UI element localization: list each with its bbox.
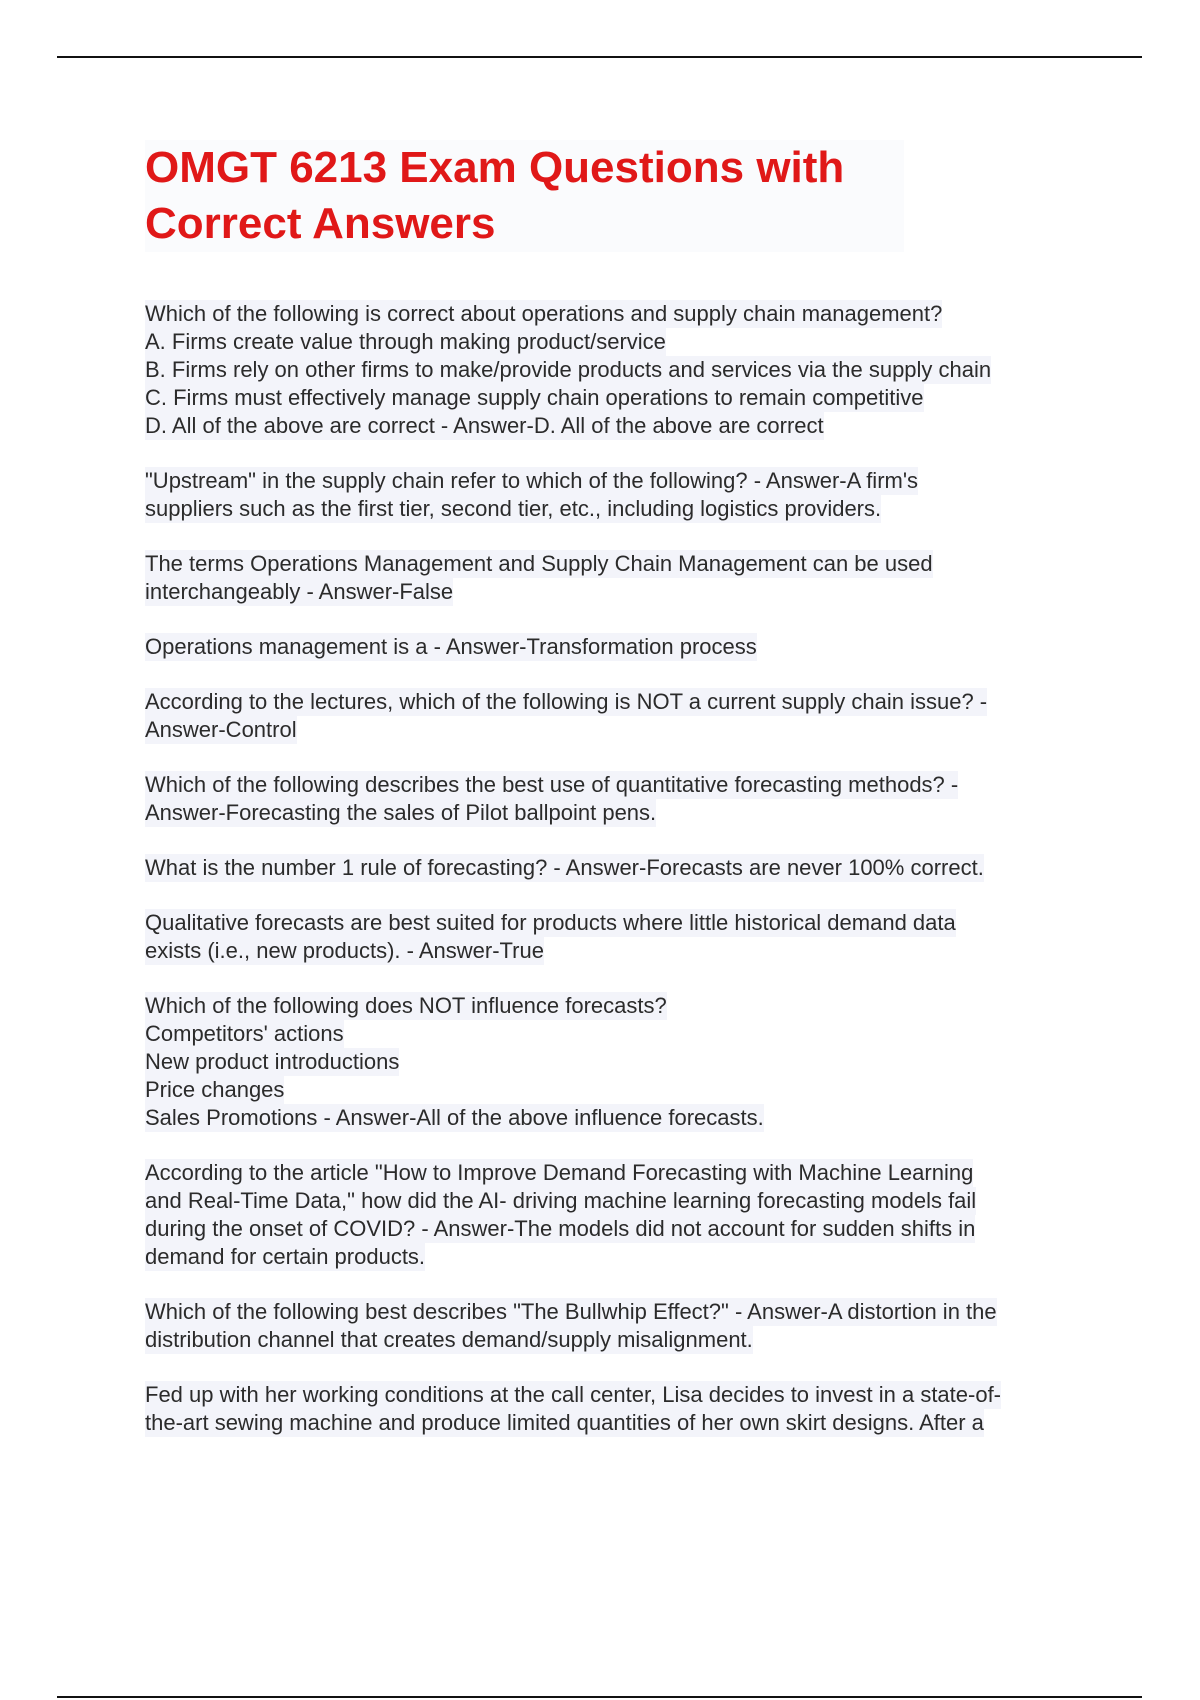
qa-item [145, 1159, 1145, 1271]
qa-item [145, 771, 1145, 827]
qa-line: demand for certain products. [145, 1244, 426, 1269]
qa-line: interchangeably - Answer-False [145, 579, 454, 604]
qa-line: the-art sewing machine and produce limited quantities of her own skirt designs. After a [145, 1410, 984, 1435]
qa-item [145, 633, 1145, 661]
qa-line: during the onset of COVID? - Answer-The models did not account for sudden shifts in [145, 1216, 976, 1241]
qa-line: suppliers such as the first tier, second tier, etc., including logistics providers. [145, 496, 882, 521]
footer-rule [57, 1696, 1142, 1698]
qa-line: Which of the following describes the best use of quantitative forecasting methods? - [145, 772, 959, 797]
qa-line: Which of the following best describes "The Bullwhip Effect?" - Answer-A distortion in the [145, 1299, 997, 1324]
qa-line: New product introductions [145, 1049, 400, 1074]
document-body [145, 140, 1145, 1464]
qa-item [145, 992, 1145, 1132]
qa-item [145, 467, 1145, 523]
qa-line: Fed up with her working conditions at the call center, Lisa decides to invest in a state-of- [145, 1382, 1002, 1407]
header-rule [57, 56, 1142, 58]
qa-line: B. Firms rely on other firms to make/provide products and services via the supply chain [145, 357, 992, 382]
qa-item [145, 854, 1145, 882]
qa-line: What is the number 1 rule of forecasting? - Answer-Forecasts are never 100% correct. [145, 855, 984, 880]
qa-list [145, 300, 1145, 1437]
qa-line: distribution channel that creates demand/supply misalignment. [145, 1327, 753, 1352]
qa-line: The terms Operations Management and Supply Chain Management can be used [145, 551, 933, 576]
qa-line: Price changes [145, 1077, 285, 1102]
document-title [145, 140, 904, 252]
qa-line: C. Firms must effectively manage supply chain operations to remain competitive [145, 385, 924, 410]
qa-line: D. All of the above are correct - Answer-D. All of the above are correct [145, 413, 824, 438]
qa-line: Operations management is a - Answer-Transformation process [145, 634, 757, 659]
title-line-1: OMGT 6213 Exam Questions with [145, 143, 845, 192]
qa-line: Competitors' actions [145, 1021, 344, 1046]
qa-line: A. Firms create value through making product/service [145, 329, 666, 354]
qa-item [145, 688, 1145, 744]
qa-line: Which of the following is correct about operations and supply chain management? [145, 301, 943, 326]
qa-line: Answer-Control [145, 717, 297, 742]
qa-line: "Upstream" in the supply chain refer to which of the following? - Answer-A firm's [145, 468, 919, 493]
qa-line: Which of the following does NOT influence forecasts? [145, 993, 667, 1018]
qa-item [145, 550, 1145, 606]
qa-item [145, 1381, 1145, 1437]
title-line-2: Correct Answers [145, 199, 496, 248]
qa-line: and Real-Time Data," how did the AI- driving machine learning forecasting models fail [145, 1188, 977, 1213]
qa-line: According to the lectures, which of the following is NOT a current supply chain issue? - [145, 689, 988, 714]
qa-line: Sales Promotions - Answer-All of the above influence forecasts. [145, 1105, 764, 1130]
qa-line: Qualitative forecasts are best suited for products where little historical demand data [145, 910, 956, 935]
qa-line: According to the article "How to Improve Demand Forecasting with Machine Learning [145, 1160, 974, 1185]
qa-item [145, 909, 1145, 965]
qa-item [145, 1298, 1145, 1354]
qa-line: exists (i.e., new products). - Answer-True [145, 938, 544, 963]
qa-line: Answer-Forecasting the sales of Pilot ballpoint pens. [145, 800, 657, 825]
qa-item [145, 300, 1145, 440]
